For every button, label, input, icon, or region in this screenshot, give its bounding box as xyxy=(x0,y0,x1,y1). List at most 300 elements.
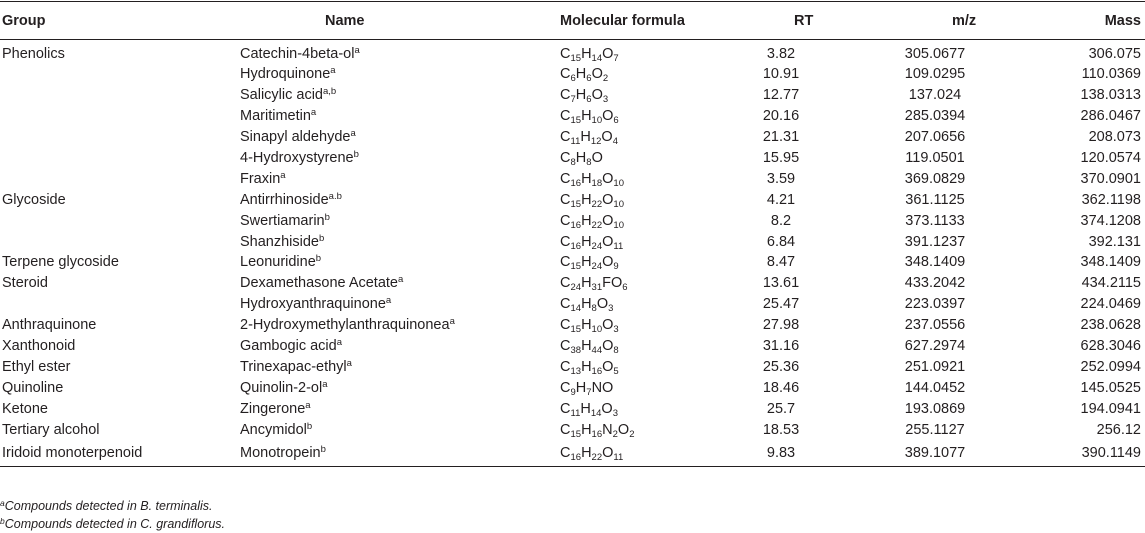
formula-subscript: 11 xyxy=(570,136,581,148)
cell-rt: 3.82 xyxy=(766,46,796,62)
cell-name xyxy=(228,106,558,127)
cell-group xyxy=(0,231,228,252)
footnote-marker: a xyxy=(305,399,311,411)
compound-name: Gambogic acid xyxy=(240,338,337,355)
cell-formula xyxy=(558,168,738,189)
cell-rt: 13.61 xyxy=(762,275,800,292)
table-row xyxy=(0,315,1145,336)
cell-group: Xanthonoid xyxy=(2,338,76,355)
cell-name xyxy=(228,252,558,273)
cell-mass: 224.0469 xyxy=(1080,296,1141,313)
footnote-marker: a xyxy=(449,316,455,328)
formula-element: NO xyxy=(591,379,614,396)
cell-mz: 305.0677 xyxy=(904,46,966,62)
cell-mass: 434.2115 xyxy=(1081,275,1141,292)
cell-formula xyxy=(558,398,738,419)
cell-name xyxy=(228,356,558,377)
cell-rt: 3.59 xyxy=(766,170,796,187)
formula-subscript: 9 xyxy=(613,261,619,273)
cell-name xyxy=(228,148,558,169)
header-rt: RT xyxy=(794,12,814,29)
footnote-marker: b xyxy=(320,443,326,455)
formula-subscript: 15 xyxy=(570,53,582,64)
cell-mz: 193.0869 xyxy=(904,400,966,417)
compound-name: Hydroquinone xyxy=(240,66,331,83)
formula-element: C xyxy=(560,275,571,292)
formula-element: C xyxy=(560,108,571,125)
cell-mass: 306.075 xyxy=(1088,46,1141,62)
formula-subscript: 31 xyxy=(591,282,603,294)
cell-group xyxy=(0,127,228,148)
formula-element: H xyxy=(581,275,592,292)
footnote-marker: a xyxy=(350,128,356,140)
compound-name: Fraxin xyxy=(240,170,281,187)
cell-name xyxy=(228,273,558,294)
footnote-marker: a xyxy=(322,378,328,390)
footnote-marker: b xyxy=(315,253,322,265)
table-row xyxy=(0,273,1145,294)
cell-group xyxy=(0,294,228,315)
cell-mz: 389.1077 xyxy=(904,444,966,461)
table-row xyxy=(0,252,1145,273)
table-row xyxy=(0,85,1145,106)
footnote-marker: a xyxy=(346,357,352,369)
header-name: Name xyxy=(325,12,365,29)
cell-mass: 362.1198 xyxy=(1081,191,1141,208)
formula-element: O xyxy=(601,400,613,417)
formula-element: H xyxy=(581,191,592,208)
table-row xyxy=(0,294,1145,315)
formula-subscript: 10 xyxy=(613,219,624,231)
footnote-marker: a xyxy=(354,45,360,56)
formula-element: C xyxy=(560,191,571,208)
cell-mz: 433.2042 xyxy=(904,275,966,292)
cell-formula xyxy=(558,85,738,106)
formula-subscript: 24 xyxy=(591,261,603,273)
table-body xyxy=(0,40,1145,467)
formula-subscript: 11 xyxy=(570,407,581,419)
compounds-table xyxy=(0,1,1145,467)
cell-name xyxy=(228,398,558,419)
formula-element: C xyxy=(560,317,571,334)
cell-formula xyxy=(558,377,738,398)
formula-subscript: 3 xyxy=(608,303,614,315)
cell-formula xyxy=(558,294,738,315)
formula-subscript: 10 xyxy=(591,324,603,336)
cell-mass: 145.0525 xyxy=(1080,379,1141,396)
cell-formula xyxy=(558,440,738,466)
formula-subscript: 15 xyxy=(570,428,582,440)
cell-mz: 627.2974 xyxy=(904,338,966,355)
cell-formula xyxy=(558,336,738,357)
footnote-marker: a xyxy=(310,107,317,119)
cell-rt: 4.21 xyxy=(766,191,796,208)
table-row xyxy=(0,106,1145,127)
formula-subscript: 38 xyxy=(570,345,582,357)
formula-subscript: 8 xyxy=(613,345,619,357)
cell-mass: 208.073 xyxy=(1088,129,1141,146)
formula-element: O xyxy=(591,150,603,166)
footnote-marker: a.b xyxy=(328,190,342,202)
cell-group: Glycoside xyxy=(2,191,66,208)
formula-subscript: 7 xyxy=(613,53,619,64)
formula-element: C xyxy=(560,87,571,104)
formula-element: H xyxy=(575,150,587,166)
table-row xyxy=(0,127,1145,148)
formula-element: C xyxy=(560,212,571,229)
cell-group: Anthraquinone xyxy=(2,317,97,334)
table-row xyxy=(0,419,1145,440)
formula-element: H xyxy=(581,358,592,375)
cell-mz: 237.0556 xyxy=(904,317,966,334)
cell-rt: 25.36 xyxy=(762,358,800,375)
cell-formula xyxy=(558,273,738,294)
table-row xyxy=(0,377,1145,398)
footnote-a-text: Compounds detected in B. terminalis. xyxy=(4,499,213,513)
footnote-marker: a xyxy=(330,65,336,77)
formula-element: H xyxy=(580,400,591,417)
formula-subscript: 11 xyxy=(613,240,624,252)
table-row xyxy=(0,336,1145,357)
compound-name: Swertiamarin xyxy=(240,212,325,229)
cell-group: Iridoid monoterpenoid xyxy=(2,444,143,461)
cell-rt: 8.47 xyxy=(766,254,796,271)
cell-name xyxy=(228,336,558,357)
footnote-marker: b xyxy=(353,149,359,160)
formula-subscript: 22 xyxy=(591,451,603,463)
formula-element: O xyxy=(602,108,614,125)
compound-name: Quinolin-2-ol xyxy=(240,379,323,396)
formula-subscript: 16 xyxy=(570,219,582,231)
formula-element: O xyxy=(602,46,614,62)
formula-subscript: 16 xyxy=(591,365,603,377)
cell-name xyxy=(228,127,558,148)
cell-group: Tertiary alcohol xyxy=(2,421,100,438)
cell-mass: 628.3046 xyxy=(1080,338,1141,355)
formula-element: C xyxy=(560,233,571,250)
cell-mz: 361.1125 xyxy=(905,191,965,208)
cell-group xyxy=(0,148,228,169)
formula-element: C xyxy=(560,400,571,417)
cell-mass: 390.1149 xyxy=(1081,444,1141,461)
footnote-b-mark: b xyxy=(0,516,5,526)
cell-mass: 110.0369 xyxy=(1081,66,1141,83)
formula-element: O xyxy=(591,66,603,83)
formula-subscript: 2 xyxy=(629,428,635,440)
cell-rt: 21.31 xyxy=(762,129,800,146)
formula-element: O xyxy=(602,358,614,375)
formula-subscript: 16 xyxy=(591,428,603,440)
formula-element: H xyxy=(575,379,587,396)
footnote-marker: a xyxy=(398,274,404,286)
formula-subscript: 3 xyxy=(613,324,619,336)
cell-mz: 137.024 xyxy=(908,87,962,104)
cell-mass: 252.0994 xyxy=(1080,358,1141,375)
footnote-marker: a,b xyxy=(323,86,337,98)
cell-mass: 286.0467 xyxy=(1080,108,1141,125)
cell-rt: 15.95 xyxy=(762,150,800,166)
header-mz: m/z xyxy=(952,12,977,29)
table-header xyxy=(0,2,1145,40)
cell-name xyxy=(228,210,558,231)
cell-name xyxy=(228,419,558,440)
formula-element: H xyxy=(581,212,592,229)
formula-element: N xyxy=(602,421,613,438)
formula-element: O xyxy=(602,170,614,187)
cell-group: Terpene glycoside xyxy=(2,254,119,271)
cell-name xyxy=(228,189,558,210)
cell-mz: 285.0394 xyxy=(904,108,966,125)
cell-formula xyxy=(558,315,738,336)
formula-subscript: 7 xyxy=(586,386,592,398)
cell-group xyxy=(0,85,228,106)
formula-subscript: 18 xyxy=(591,177,603,189)
formula-element: H xyxy=(580,129,591,146)
formula-subscript: 8 xyxy=(591,303,597,315)
cell-mass: 138.0313 xyxy=(1080,87,1141,104)
formula-element: O xyxy=(602,212,614,229)
cell-mass: 120.0574 xyxy=(1080,150,1141,166)
cell-name xyxy=(228,64,558,85)
formula-element: H xyxy=(575,66,587,83)
formula-element: C xyxy=(560,254,571,271)
footnote-b xyxy=(0,515,225,533)
formula-subscript: 15 xyxy=(570,115,582,127)
formula-element: C xyxy=(560,358,571,375)
footnote-marker: a xyxy=(336,337,343,349)
formula-subscript: 3 xyxy=(602,94,609,106)
cell-name xyxy=(228,168,558,189)
formula-subscript: 16 xyxy=(570,451,582,463)
cell-name xyxy=(228,377,558,398)
formula-element: O xyxy=(602,254,614,271)
cell-rt: 20.16 xyxy=(762,108,800,125)
footnote-marker: a xyxy=(385,295,392,307)
cell-mz: 144.0452 xyxy=(904,379,966,396)
cell-mz: 373.1133 xyxy=(905,212,965,229)
compound-name: Dexamethasone Acetate xyxy=(240,275,398,292)
cell-group xyxy=(0,64,228,85)
footnote-marker: b xyxy=(324,211,330,223)
formula-element: H xyxy=(581,254,592,271)
formula-subscript: 6 xyxy=(622,282,628,294)
formula-element: H xyxy=(581,108,592,125)
cell-group: Ketone xyxy=(2,400,48,417)
compound-name: Monotropein xyxy=(240,444,321,461)
cell-name xyxy=(228,231,558,252)
formula-subscript: 9 xyxy=(570,386,576,398)
table-row xyxy=(0,231,1145,252)
cell-group xyxy=(0,168,228,189)
cell-name xyxy=(228,294,558,315)
cell-name xyxy=(228,40,558,65)
cell-mass: 370.0901 xyxy=(1080,170,1141,187)
compound-name: Trinexapac-ethyl xyxy=(240,358,347,375)
header-formula: Molecular formula xyxy=(560,12,685,29)
cell-group xyxy=(0,106,228,127)
formula-element: C xyxy=(560,66,571,83)
table-row xyxy=(0,168,1145,189)
cell-mz: 109.0295 xyxy=(904,66,966,83)
cell-rt: 6.84 xyxy=(766,233,796,250)
formula-element: O xyxy=(601,129,613,146)
formula-subscript: 16 xyxy=(570,177,582,189)
formula-element: C xyxy=(560,296,571,313)
compound-name: Shanzhiside xyxy=(240,233,319,250)
formula-subscript: 4 xyxy=(612,136,618,148)
formula-subscript: 6 xyxy=(613,115,619,127)
footnote-marker: a xyxy=(280,169,286,181)
cell-group: Ethyl ester xyxy=(2,358,71,375)
cell-rt: 25.47 xyxy=(762,296,800,313)
formula-element: O xyxy=(602,233,614,250)
compound-name: Ancymidol xyxy=(240,421,307,438)
formula-element: O xyxy=(602,191,614,208)
cell-mz: 348.1409 xyxy=(904,254,966,271)
cell-group xyxy=(0,210,228,231)
cell-mass: 256.12 xyxy=(1096,421,1141,438)
footnote-a-mark: a xyxy=(0,498,5,508)
compound-name: Maritimetin xyxy=(240,108,311,125)
formula-subscript: 22 xyxy=(591,198,603,210)
formula-element: H xyxy=(581,46,592,62)
cell-group: Phenolics xyxy=(2,46,65,62)
cell-rt: 18.46 xyxy=(762,379,800,396)
cell-rt: 10.91 xyxy=(762,66,800,83)
formula-subscript: 24 xyxy=(570,282,582,294)
formula-element: C xyxy=(560,170,571,187)
cell-rt: 25.7 xyxy=(766,400,796,417)
cell-name xyxy=(228,85,558,106)
cell-mass: 392.131 xyxy=(1088,233,1141,250)
formula-element: C xyxy=(560,421,571,438)
formula-subscript: 15 xyxy=(570,198,582,210)
compound-name: 2-Hydroxymethylanthraquinonea xyxy=(240,317,450,334)
formula-element: H xyxy=(581,170,592,187)
cell-formula xyxy=(558,64,738,85)
footnote-b-text: Compounds detected in C. grandiflorus. xyxy=(4,517,225,531)
cell-rt: 8.2 xyxy=(770,212,792,229)
formula-subscript: 44 xyxy=(591,345,603,357)
formula-subscript: 14 xyxy=(570,303,582,315)
compound-name: Hydroxyanthraquinone xyxy=(240,296,386,313)
cell-mz: 255.1127 xyxy=(905,421,965,438)
formula-element: C xyxy=(560,338,571,355)
formula-element: O xyxy=(602,317,614,334)
cell-mass: 348.1409 xyxy=(1080,254,1141,271)
formula-element: H xyxy=(581,338,592,355)
cell-mass: 194.0941 xyxy=(1080,400,1141,417)
formula-element: H xyxy=(581,317,592,334)
formula-subscript: 5 xyxy=(613,365,619,377)
formula-subscript: 10 xyxy=(613,177,624,189)
compound-name: 4-Hydroxystyrene xyxy=(240,150,354,166)
formula-element: H xyxy=(575,87,587,104)
compound-name: Catechin-4beta-ol xyxy=(240,46,355,62)
formula-element: O xyxy=(591,87,603,104)
formula-element: C xyxy=(560,444,571,461)
formula-subscript: 24 xyxy=(591,240,603,252)
table-row xyxy=(0,148,1145,169)
cell-formula xyxy=(558,356,738,377)
table-row xyxy=(0,440,1145,466)
formula-element: C xyxy=(560,150,571,166)
formula-subscript: 2 xyxy=(602,73,609,85)
formula-subscript: 16 xyxy=(570,240,582,252)
cell-mz: 251.0921 xyxy=(904,358,966,375)
cell-name xyxy=(228,440,558,466)
compound-name: Salicylic acid xyxy=(240,87,323,104)
formula-subscript: 6 xyxy=(586,73,592,85)
formula-subscript: 8 xyxy=(570,157,576,168)
cell-mz: 207.0656 xyxy=(904,129,966,146)
formula-element: O xyxy=(617,421,630,438)
cell-mz: 223.0397 xyxy=(904,296,966,313)
cell-group: Quinoline xyxy=(2,379,64,396)
formula-element: H xyxy=(581,233,592,250)
formula-subscript: 10 xyxy=(591,115,603,127)
formula-subscript: 3 xyxy=(612,407,618,419)
cell-formula xyxy=(558,40,738,65)
cell-mass: 238.0628 xyxy=(1080,317,1141,334)
formula-element: O xyxy=(602,444,614,461)
table-row xyxy=(0,64,1145,85)
cell-formula xyxy=(558,127,738,148)
cell-formula xyxy=(558,106,738,127)
header-mass: Mass xyxy=(1104,12,1141,29)
formula-subscript: 11 xyxy=(613,451,624,463)
cell-formula xyxy=(558,210,738,231)
cell-formula xyxy=(558,419,738,440)
cell-mz: 119.0501 xyxy=(905,150,965,166)
table-row xyxy=(0,356,1145,377)
formula-subscript: 2 xyxy=(612,428,618,440)
cell-rt: 12.77 xyxy=(762,87,800,104)
cell-mass: 374.1208 xyxy=(1080,212,1141,229)
formula-subscript: 12 xyxy=(590,136,602,148)
cell-rt: 27.98 xyxy=(762,317,800,334)
formula-element: C xyxy=(560,46,571,62)
formula-subscript: 10 xyxy=(613,198,624,210)
formula-element: C xyxy=(560,379,571,396)
cell-mz: 391.1237 xyxy=(904,233,966,250)
formula-subscript: 15 xyxy=(570,261,582,273)
formula-element: FO xyxy=(602,275,623,292)
formula-element: O xyxy=(602,338,614,355)
footnotes xyxy=(0,497,225,533)
formula-element: H xyxy=(581,444,592,461)
table-row xyxy=(0,398,1145,419)
cell-rt: 31.16 xyxy=(762,338,800,355)
cell-rt: 18.53 xyxy=(762,421,800,438)
cell-group: Steroid xyxy=(2,275,48,292)
formula-element: O xyxy=(596,296,609,313)
table-row xyxy=(0,40,1145,65)
compound-name: Leonuridine xyxy=(240,254,316,271)
cell-name xyxy=(228,315,558,336)
compound-name: Sinapyl aldehyde xyxy=(240,129,351,146)
footnote-a xyxy=(0,497,225,515)
cell-rt: 9.83 xyxy=(766,444,796,461)
table-row xyxy=(0,189,1145,210)
cell-formula xyxy=(558,189,738,210)
formula-subscript: 6 xyxy=(570,73,576,85)
formula-subscript: 7 xyxy=(570,94,576,106)
formula-subscript: 13 xyxy=(570,365,582,377)
compound-name: Antirrhinoside xyxy=(240,191,329,208)
cell-formula xyxy=(558,231,738,252)
table-row xyxy=(0,210,1145,231)
